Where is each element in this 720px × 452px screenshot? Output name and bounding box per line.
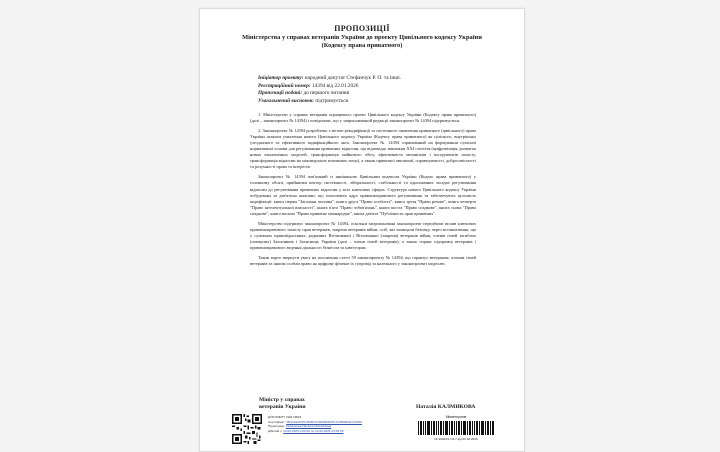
- document-title: ПРОПОЗИЦІЇ: [334, 24, 390, 33]
- docinfo-validity: Дійсний з: 23.06.2025 0:00:00 по 23.06.2026 23:59:59: [268, 428, 344, 433]
- document-subtitle: Міністерства у справах ветеранів України до проекту Цивільного кодексу України (Кодексу права приватного): [242, 34, 482, 50]
- document-body: [250, 112, 476, 271]
- meta-submitted: Пропозиції подані: до першого читання: [258, 90, 350, 97]
- signatory-position: Міністр у справах ветеранів України: [259, 397, 306, 411]
- paragraph-1: 1. Міністерство у справах ветеранів опрацювало проект Цивільного кодексу України (Кодексу права приватного) (далі – законопроект № 14394) і повідомляє, що у запропонованій редакції законопроект № 14394 підтримується.: [250, 112, 476, 124]
- meta-reg-number: Реєстраційний номер: 14394 від 22.01.2026: [258, 82, 359, 89]
- paragraph-3: Законопроект № 14394 пов'язаний із нинішньою Цивільним кодексом України (Кодекс права приватного) у головному обсязі, прийнятим вектор системності, ліберальності, стабільності та однозначних засадах регулювання відносин до регулювання приватних відносин у всіх ключових сферах. Структура нового Цивільного кодексу України побудована за дев'ятьма книгами, що охоплюють ядро приватноправового регулювання та забезпечують цілісність кодифікації: книга перша "Загальна частина", книга друга "Право особисте", книга третя "Право речове", книга четверта "Право інтелектуальної власності", книга п'ята "Право зобов'язань", книга шоста "Право спадкове", книга сьома "Право спадкове", книга восьма "Право приватне міжнародне", книга дев'ята "Публічність прав приватних".: [250, 174, 476, 216]
- digital-signature-info: [268, 415, 398, 433]
- paragraph-5: Також варто звернути увагу на положення статті 59 законопроекту № 14394, що гарантує ветеранам, членам сімей ветеранів та іншим особам право на цифрову фізичне їх супровід за належного у законопроекті моделлю.: [250, 254, 476, 267]
- docinfo-certificate: Сертифікат: 6B4A1E0203C4D8D7A3E0B29D5C7C2B6E01F2A9D5: [268, 419, 362, 424]
- meta-initiator: Ініціатор проекту: народний депутат Стефанчук Р. О. та інші.: [258, 75, 402, 81]
- paragraph-2: 2. Законопроект № 14394 розроблено з метою рекодифікації та системного оновлення приватного (цивільного) права України шляхом ухвалення нового Цивільного кодексу України (Кодексу права приватного) як цілісного, внутрішньо узгодженого та ефективного кодифікаційного акта. Законопроект № 14394 спрямований на формування сучасної нормативної основи для регулювання приватних відносин, що відповідає викликам XXI століття (цифровізація, розвиток нових економічних моделей, трансформація майнового обігу, ефективність механізмів і інструментів захисту, трансформація відносин на міжлюдських взаєминах тощо), а також приватної автономії, справедливості, добросовісності та розумності права та інтересів.: [250, 128, 476, 170]
- document-meta: [258, 75, 468, 105]
- stamp-title: Мінветеранів: [445, 415, 467, 419]
- qr-code-icon: [232, 414, 262, 444]
- stamp-number: № 30403/1.1/3.7 від 03.02.2026: [434, 437, 478, 441]
- document-page: [199, 8, 525, 452]
- docinfo-header: ДОКУМЕНТ СЕВ ОВКЗ: [268, 415, 302, 419]
- docinfo-signer: Підписувач: Калмикова Наталія Михайлівна: [268, 424, 332, 429]
- barcode-icon: [418, 421, 494, 435]
- registration-stamp: [412, 414, 500, 444]
- paragraph-4: Міністерство підтримує законопроект № 14394, оскільки запропоновані законопроект передбачає вплив ключових приватноправового захисту прав ветеранів, зокрема ветеранів війни, осіб, які захищали безпеку, через встановлення, що у суміжних правовідносинах, родинних Вітчизняної і Вітчизняної (зокрема) ветеранів війни, членів сімей загиблих (померлих) Захисників і Захисниць України (далі – члени сімей ветеранів), а також сприяє підтримці ветеранів і приватноправового ведення діяльності бізнесом та інвесторам.: [250, 220, 476, 250]
- signatory-name: Наталія КАЛМИКОВА: [416, 404, 476, 410]
- meta-conclusion: Узагальнений висновок: підтримується: [258, 97, 349, 104]
